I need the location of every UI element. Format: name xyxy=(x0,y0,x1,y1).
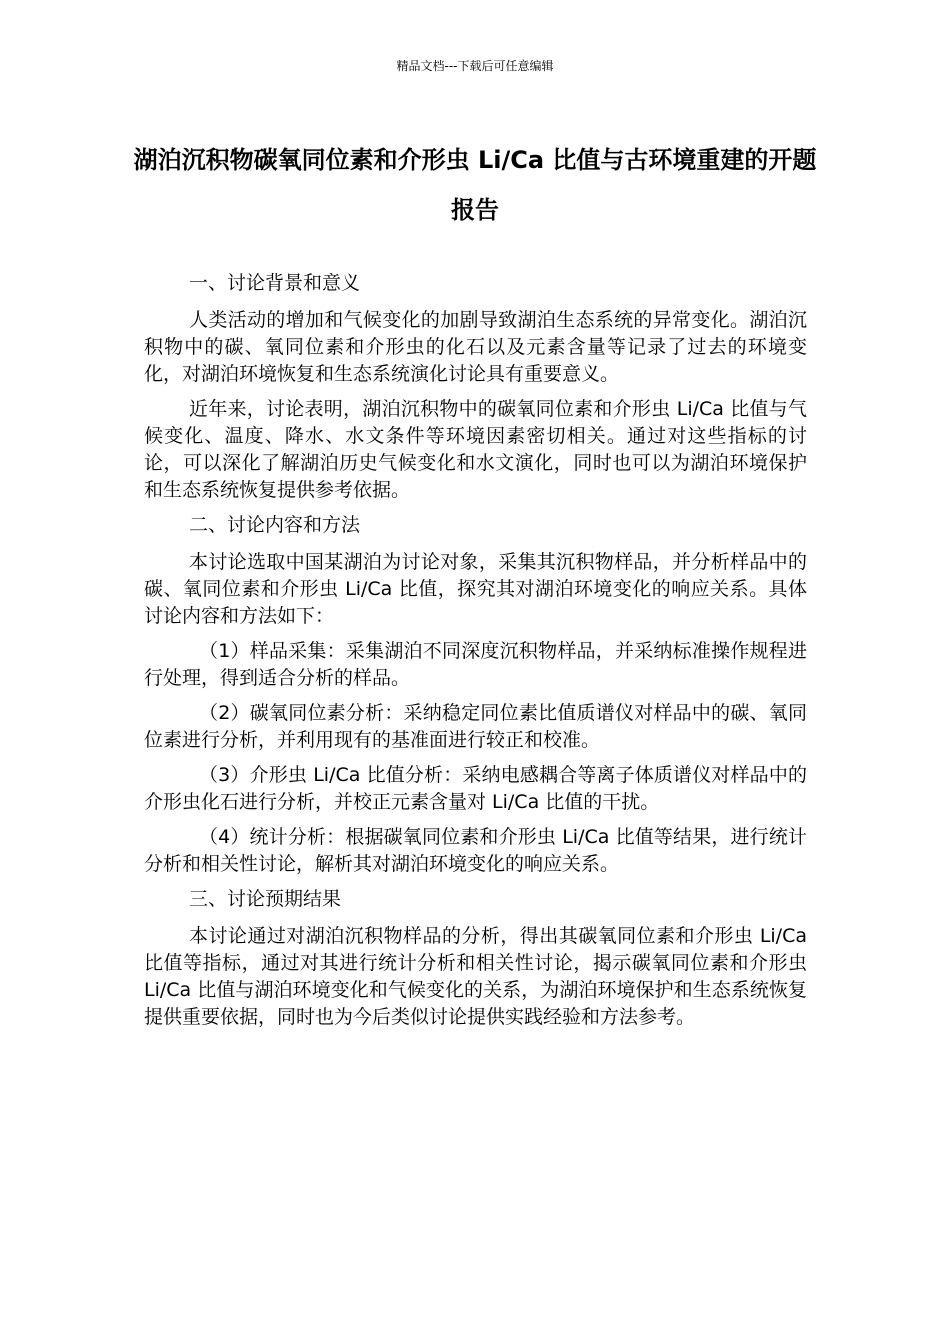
page-header: 精品文档---下载后可任意编辑 xyxy=(396,59,554,73)
document-body xyxy=(144,270,807,1039)
document-title: 湖泊沉积物碳氧同位素和介形虫 Li/Ca 比值与古环境重建的开题报告 xyxy=(133,146,817,224)
paragraph: 人类活动的增加和气候变化的加剧导致湖泊生态系统的异常变化。湖泊沉积物中的碳、氧同位素和介形虫的化石以及元素含量等记录了过去的环境变化，对湖泊环境恢复和生态系统演化讨论具有重要意义。 xyxy=(144,309,807,385)
section-heading: 三、讨论预期结果 xyxy=(189,888,342,910)
list-item: （1）样品采集：采集湖泊不同深度沉积物样品，并采纳标准操作规程进行处理，得到适合分析的样品。 xyxy=(144,640,807,689)
list-item: （4）统计分析：根据碳氧同位素和介形虫 Li/Ca 比值等结果，进行统计分析和相关性讨论，解析其对湖泊环境变化的响应关系。 xyxy=(144,826,807,875)
paragraph: 近年来，讨论表明，湖泊沉积物中的碳氧同位素和介形虫 Li/Ca 比值与气候变化、温度、降水、水文条件等环境因素密切相关。通过对这些指标的讨论，可以深化了解湖泊历史气候变化和水文演化，同时也可以为湖泊环境保护和生态系统恢复提供参考依据。 xyxy=(144,398,807,501)
paragraph: 本讨论通过对湖泊沉积物样品的分析，得出其碳氧同位素和介形虫 Li/Ca 比值等指标，通过对其进行统计分析和相关性讨论，揭示碳氧同位素和介形虫 Li/Ca 比值与湖泊环境变化和气候变化的关系，为湖泊环境保护和生态系统恢复提供重要依据，同时也为今后类似讨论提供实践经验和方法参考。 xyxy=(144,925,807,1028)
list-item: （3）介形虫 Li/Ca 比值分析：采纳电感耦合等离子体质谱仪对样品中的介形虫化石进行分析，并校正元素含量对 Li/Ca 比值的干扰。 xyxy=(144,764,807,813)
section-heading: 一、讨论背景和意义 xyxy=(189,272,361,294)
list-item: （2）碳氧同位素分析：采纳稳定同位素比值质谱仪对样品中的碳、氧同位素进行分析，并利用现有的基准面进行较正和校准。 xyxy=(144,702,807,751)
paragraph: 本讨论选取中国某湖泊为讨论对象，采集其沉积物样品，并分析样品中的碳、氧同位素和介形虫 Li/Ca 比值，探究其对湖泊环境变化的响应关系。具体讨论内容和方法如下： xyxy=(144,551,807,627)
section-heading: 二、讨论内容和方法 xyxy=(189,514,361,536)
